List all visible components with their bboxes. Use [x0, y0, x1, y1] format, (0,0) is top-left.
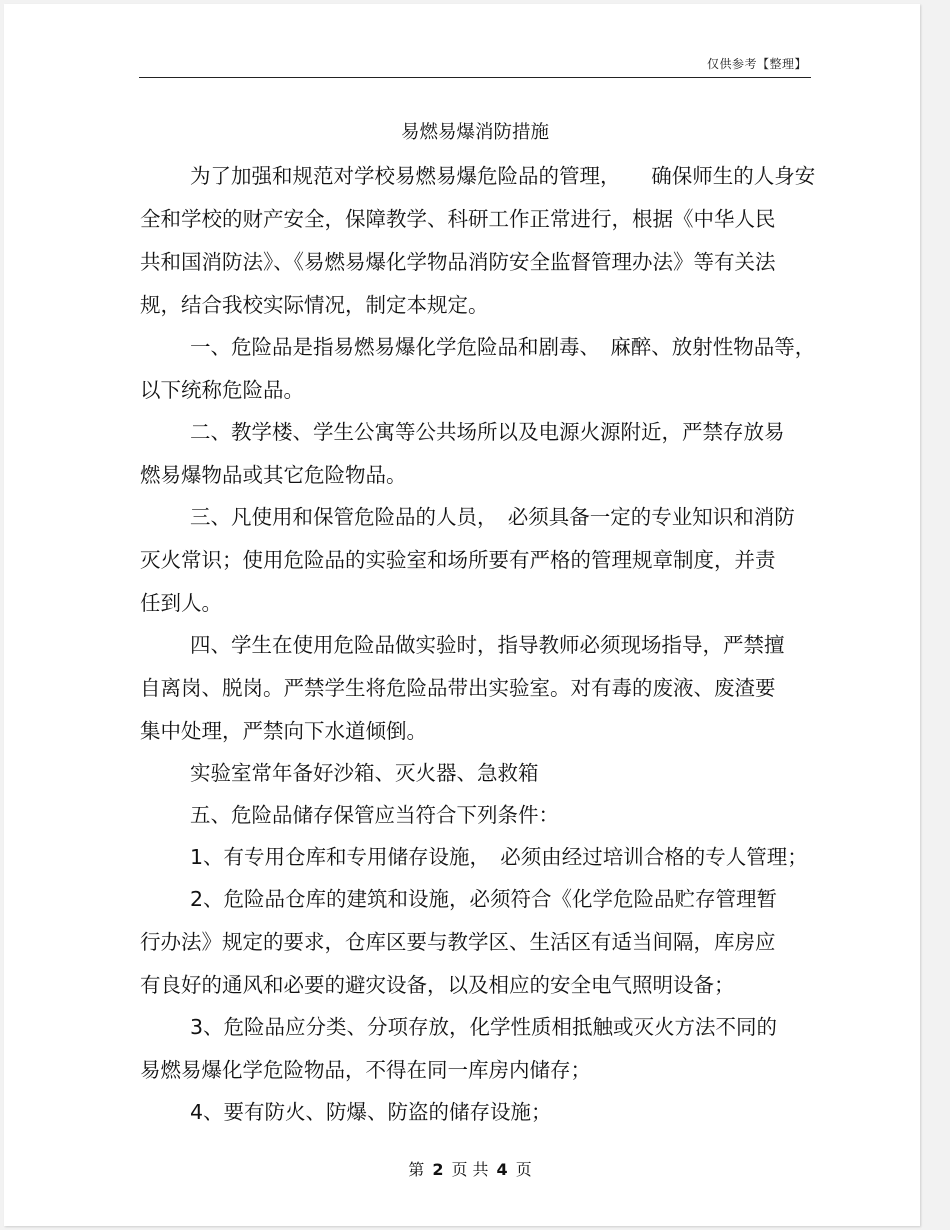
body-line: 易燃易爆化学危险物品，不得在同一库房内储存； [140, 1058, 591, 1082]
footer-prefix: 第 [408, 1160, 425, 1179]
body-line: 规，结合我校实际情况，制定本规定。 [140, 293, 489, 317]
body-line: 为了加强和规范对学校易燃易爆危险品的管理， 确保师生的人身安 [190, 164, 816, 188]
body-line: 二、教学楼、学生公寓等公共场所以及电源火源附近，严禁存放易 [190, 420, 785, 444]
body-line: 三、凡使用和保管危险品的人员， 必须具备一定的专业知识和消防 [190, 505, 795, 529]
body-line: 一、危险品是指易燃易爆化学危险品和剧毒、 麻醉、放射性物品等， [190, 335, 816, 359]
body-line: 4、要有防火、防爆、防盗的储存设施； [190, 1100, 552, 1124]
body-line: 燃易爆物品或其它危险物品。 [140, 463, 407, 487]
body-line: 2、危险品仓库的建筑和设施，必须符合《化学危险品贮存管理暂 [190, 887, 778, 911]
body-line: 3、危险品应分类、分项存放，化学性质相抵触或灭火方法不同的 [190, 1015, 778, 1039]
footer-middle: 页 共 [451, 1160, 489, 1179]
page-footer [0, 1157, 940, 1180]
footer-total-pages: 4 [496, 1160, 508, 1179]
document-page [4, 4, 920, 1226]
body-line: 五、危险品储存保管应当符合下列条件： [190, 803, 559, 827]
body-line: 以下统称危险品。 [140, 378, 304, 402]
body-line: 1、有专用仓库和专用储存设施， 必须由经过培训合格的专人管理； [190, 845, 808, 869]
body-line: 自离岗、脱岗。严禁学生将危险品带出实验室。对有毒的废液、废渣要 [140, 676, 776, 700]
header-divider [139, 77, 811, 78]
body-line: 任到人。 [140, 591, 222, 615]
body-line: 全和学校的财产安全，保障教学、科研工作正常进行，根据《中华人民 [140, 207, 776, 231]
body-line: 共和国消防法》、《易燃易爆化学物品消防安全监督管理办法》等有关法 [140, 250, 776, 274]
body-line: 四、学生在使用危险品做实验时，指导教师必须现场指导，严禁擅 [190, 633, 785, 657]
footer-current-page: 2 [432, 1160, 444, 1179]
body-line: 灭火常识；使用危险品的实验室和场所要有严格的管理规章制度，并责 [140, 548, 776, 572]
document-title: 易燃易爆消防措施 [400, 122, 549, 143]
body-line: 集中处理，严禁向下水道倾倒。 [140, 719, 427, 743]
body-line: 有良好的通风和必要的避灾设备，以及相应的安全电气照明设备； [140, 973, 735, 997]
body-line: 行办法》规定的要求，仓库区要与教学区、生活区有适当间隔，库房应 [140, 930, 776, 954]
body-line: 实验室常年备好沙箱、灭火器、急救箱 [190, 761, 539, 785]
footer-suffix: 页 [515, 1160, 532, 1179]
header-note: 仅供参考【整理】 [706, 57, 807, 71]
